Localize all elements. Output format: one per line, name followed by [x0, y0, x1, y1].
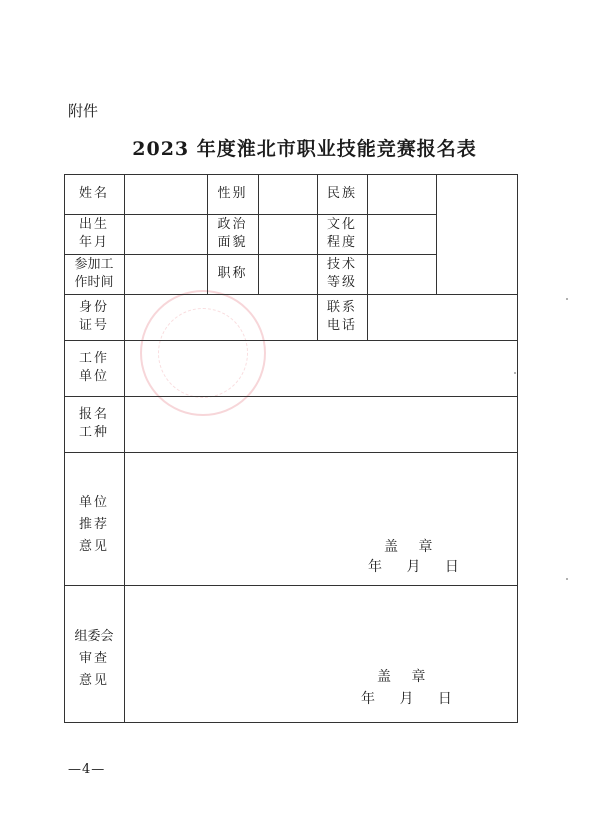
label-trade-line1: 报名	[78, 407, 109, 422]
label-name: 姓名	[78, 186, 109, 201]
label-id-line1: 身份	[78, 300, 109, 315]
label-trade-line2: 工种	[78, 425, 109, 440]
label-review-line2: 审查	[78, 651, 109, 666]
review-date-text: 年 月 日	[361, 691, 462, 707]
label-recommend-line3: 意见	[78, 539, 109, 554]
page-number: —4—	[68, 762, 106, 777]
label-unit-line2: 单位	[78, 369, 109, 384]
label-phone-line2: 电话	[326, 318, 357, 333]
form-title: 2023 年度淮北市职业技能竞赛报名表	[132, 138, 477, 160]
label-unit-line1: 工作	[78, 351, 109, 366]
recommend-seal-text: 盖 章	[384, 539, 441, 555]
label-phone-line1: 联系	[326, 300, 357, 315]
label-professional-title: 职称	[217, 266, 248, 281]
label-worktime-line2: 作时间	[74, 275, 114, 290]
label-political-line1: 政治	[217, 217, 248, 232]
recommend-date-text: 年 月 日	[368, 559, 469, 575]
label-education-line2: 程度	[326, 235, 357, 250]
label-skill-line2: 等级	[326, 275, 357, 290]
label-birth-line1: 出生	[78, 217, 109, 232]
red-seal-stamp	[140, 290, 266, 416]
label-political-line2: 面貌	[217, 235, 248, 250]
label-gender: 性别	[217, 186, 248, 201]
label-skill-line1: 技术	[326, 257, 357, 272]
label-worktime-line1: 参加工	[74, 257, 114, 272]
label-review-line3: 意见	[78, 673, 109, 688]
label-ethnicity: 民族	[326, 186, 357, 201]
label-recommend-line1: 单位	[78, 495, 109, 510]
label-education-line1: 文化	[326, 217, 357, 232]
review-seal-text: 盖 章	[377, 669, 434, 685]
label-recommend-line2: 推荐	[78, 517, 109, 532]
label-birth-line2: 年月	[78, 235, 109, 250]
attachment-label: 附件	[68, 102, 99, 120]
label-review-line1: 组委会	[74, 629, 114, 644]
label-id-line2: 证号	[78, 318, 109, 333]
